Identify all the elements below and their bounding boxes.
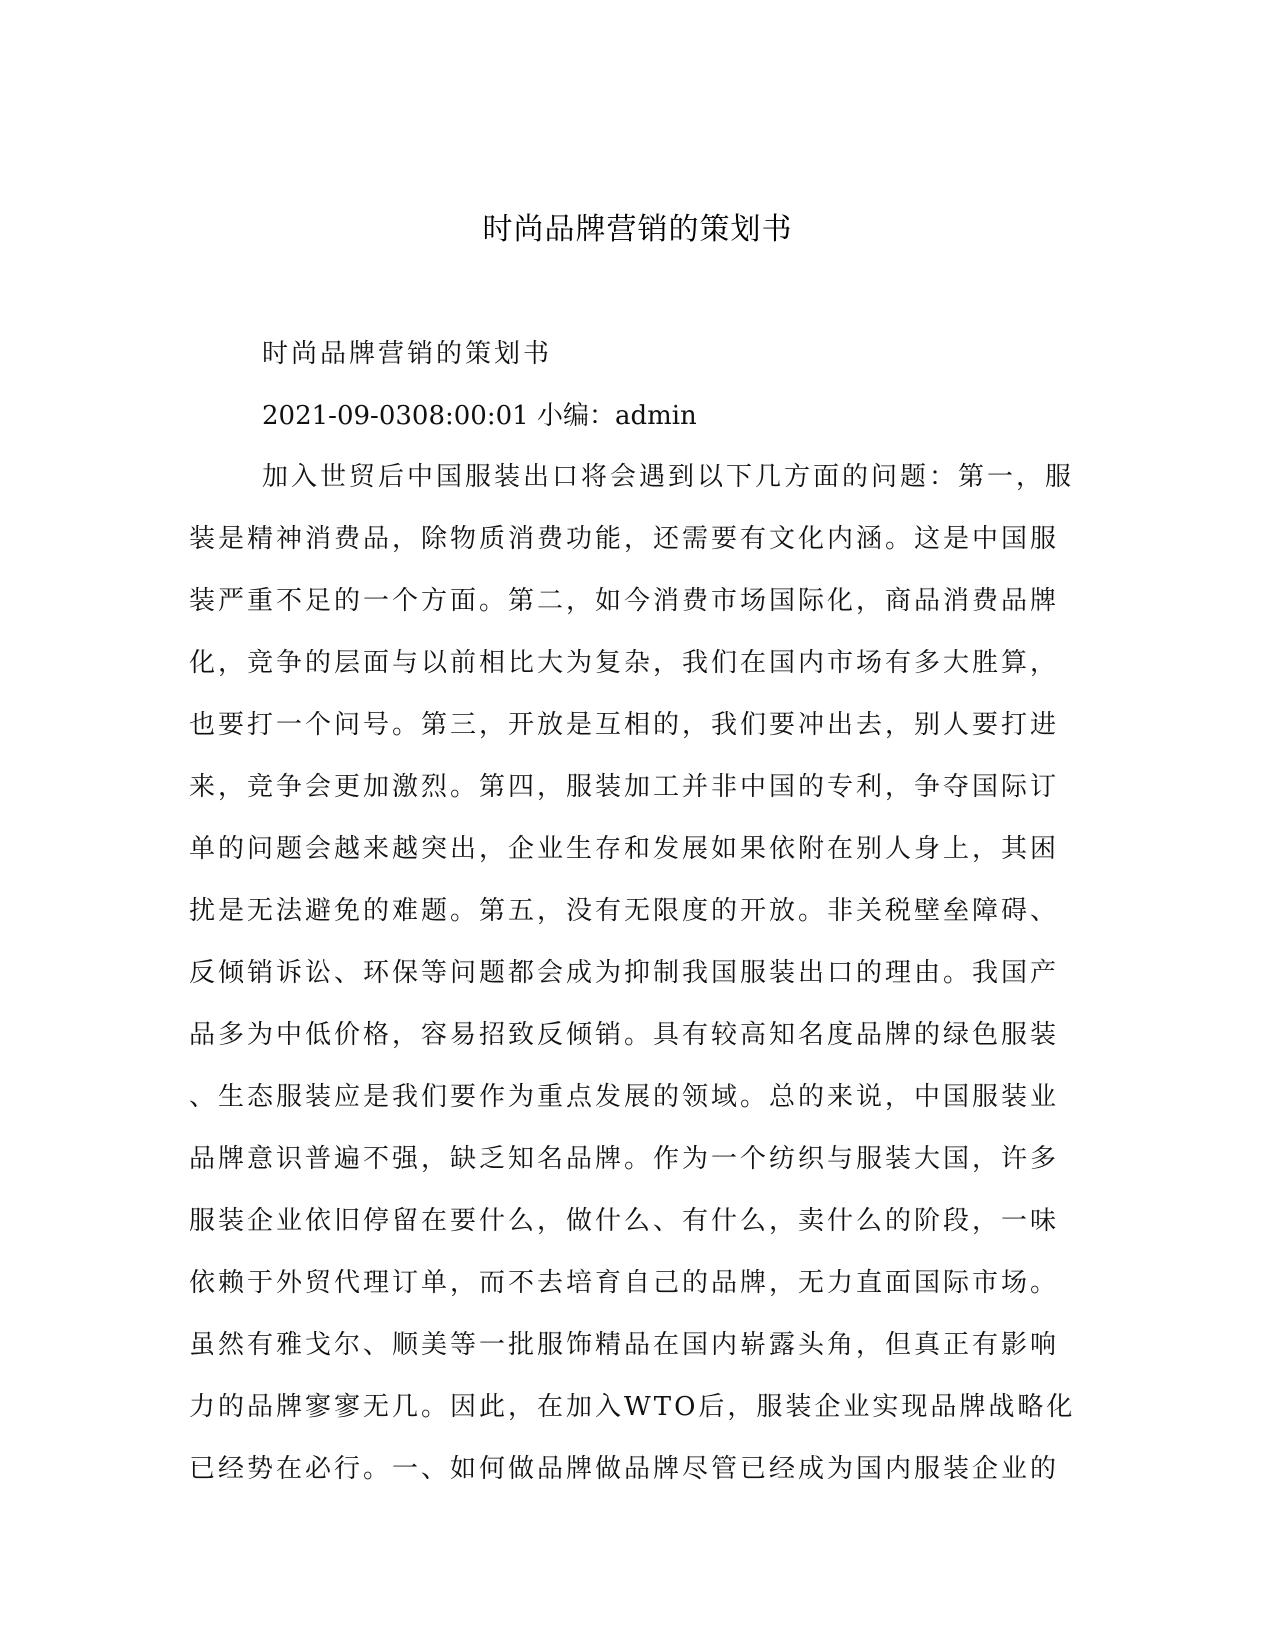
body-line: 已经势在必行。一、如何做品牌做品牌尽管已经成为国内服装企业的 [189, 1454, 1060, 1484]
body-line: 品多为中低价格，容易招致反倾销。具有较高知名度品牌的绿色服装 [189, 1020, 1060, 1050]
body-line: 装是精神消费品，除物质消费功能，还需要有文化内涵。这是中国服 [189, 524, 1060, 554]
body-line: 、生态服装应是我们要作为重点发展的领域。总的来说，中国服装业 [189, 1082, 1060, 1112]
body-line: 扰是无法避免的难题。第五，没有无限度的开放。非关税壁垒障碍、 [189, 896, 1060, 926]
body-line: 来，竞争会更加激烈。第四，服装加工并非中国的专利，争夺国际订 [189, 772, 1060, 802]
body-line: 反倾销诉讼、环保等问题都会成为抑制我国服装出口的理由。我国产 [189, 958, 1060, 988]
document-subtitle: 时尚品牌营销的策划书 [262, 339, 553, 369]
document-body [189, 458, 1089, 1512]
body-line: 装严重不足的一个方面。第二，如今消费市场国际化，商品消费品牌 [189, 586, 1060, 616]
body-line: 服装企业依旧停留在要什么，做什么、有什么，卖什么的阶段，一味 [189, 1206, 1060, 1236]
document-title: 时尚品牌营销的策划书 [482, 212, 793, 247]
body-line: 力的品牌寥寥无几。因此，在加入WTO后，服装企业实现品牌战略化 [189, 1392, 1076, 1422]
body-line: 品牌意识普遍不强，缺乏知名品牌。作为一个纺织与服装大国，许多 [189, 1144, 1060, 1174]
body-line: 虽然有雅戈尔、顺美等一批服饰精品在国内崭露头角，但真正有影响 [189, 1330, 1060, 1360]
document-meta: 2021-09-0308:00:01 小编：admin [262, 401, 697, 431]
body-line: 单的问题会越来越突出，企业生存和发展如果依附在别人身上，其困 [189, 834, 1060, 864]
body-line: 也要打一个问号。第三，开放是互相的，我们要冲出去，别人要打进 [189, 710, 1060, 740]
body-line: 依赖于外贸代理订单，而不去培育自己的品牌，无力直面国际市场。 [189, 1268, 1060, 1298]
body-line: 加入世贸后中国服装出口将会遇到以下几方面的问题：第一，服 [262, 462, 1075, 492]
body-line: 化，竞争的层面与以前相比大为复杂，我们在国内市场有多大胜算， [189, 648, 1060, 678]
